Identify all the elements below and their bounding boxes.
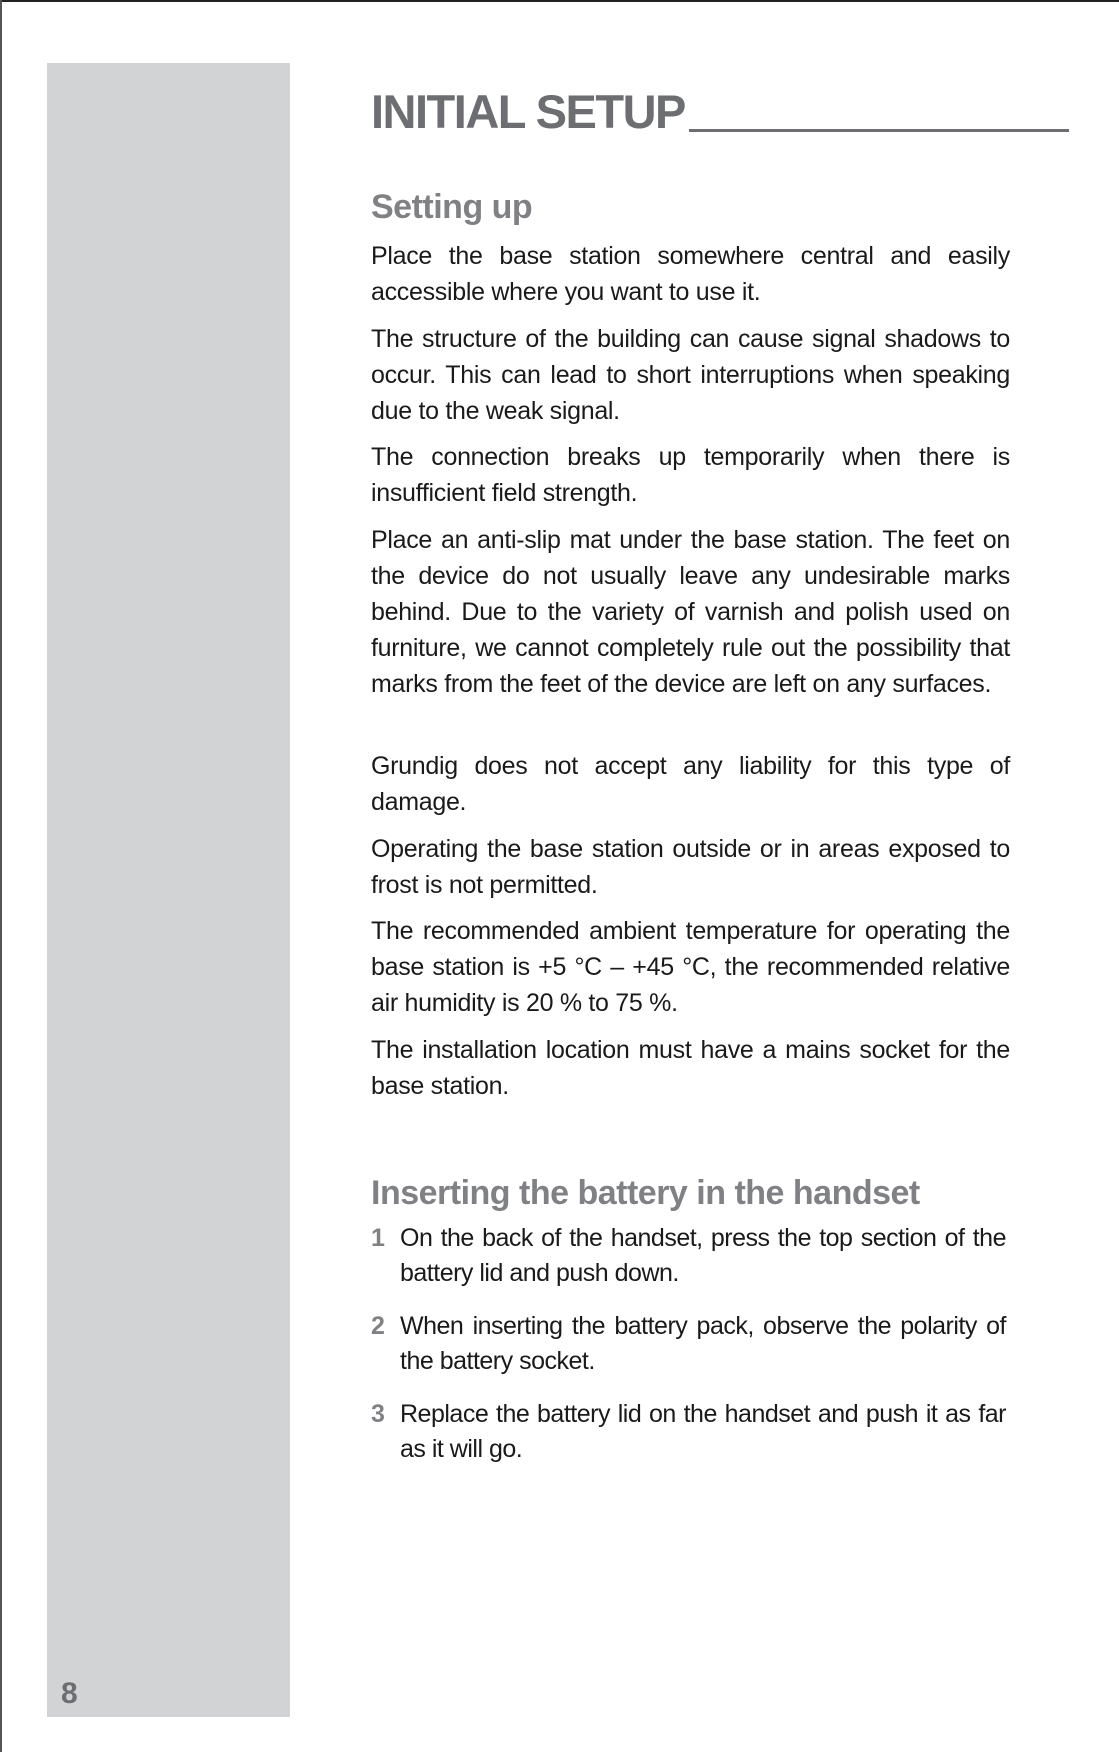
page-title-row	[371, 85, 1069, 138]
page-number: 8	[61, 1677, 78, 1710]
paragraph: Operating the base station outside or in areas exposed to frost is not permitted.	[371, 835, 1010, 899]
title-underline	[689, 129, 1069, 132]
step-item	[371, 1221, 1006, 1291]
step-item	[371, 1309, 1006, 1379]
paragraph: The installation location must have a mains socket for the base station.	[371, 1036, 1010, 1100]
step-text: When inserting the battery pack, observe the polarity of the battery socket.	[400, 1312, 1006, 1375]
paragraph: The recommended ambient temperature for operating the base station is +5 °C – +45 °C, the recommended relative air humidity is 20 % to 75 %.	[371, 917, 1010, 1017]
side-margin-band	[47, 63, 290, 1717]
page-border-top	[0, 0, 1119, 2]
paragraph: Place an anti-slip mat under the base station. The feet on the device do not usually leave any undesirable marks behind. Due to the variety of varnish and polish used on furniture, we cannot completely rule out the possibility that marks from the feet of the device are left on any surfaces.	[371, 526, 1010, 698]
page-border-left	[0, 0, 2, 1752]
paragraph: Grundig does not accept any liability for this type of damage.	[371, 752, 1010, 816]
paragraph: The structure of the building can cause signal shadows to occur. This can lead to short interruptions when speaking due to the weak signal.	[371, 325, 1010, 425]
section-heading-setting-up: Setting up	[371, 188, 533, 226]
step-number: 3	[371, 1400, 385, 1428]
step-text: On the back of the handset, press the top section of the battery lid and push down.	[400, 1224, 1006, 1287]
step-number: 2	[371, 1312, 385, 1340]
paragraph: Place the base station somewhere central and easily accessible where you want to use it.	[371, 242, 1010, 306]
step-number: 1	[371, 1224, 385, 1252]
step-item	[371, 1397, 1006, 1467]
page-title: INITIAL SETUP	[371, 85, 685, 138]
section-heading-battery: Inserting the battery in the handset	[371, 1174, 920, 1212]
step-text: Replace the battery lid on the handset and push it as far as it will go.	[400, 1400, 1006, 1463]
paragraph: The connection breaks up temporarily when there is insufficient field strength.	[371, 443, 1010, 507]
